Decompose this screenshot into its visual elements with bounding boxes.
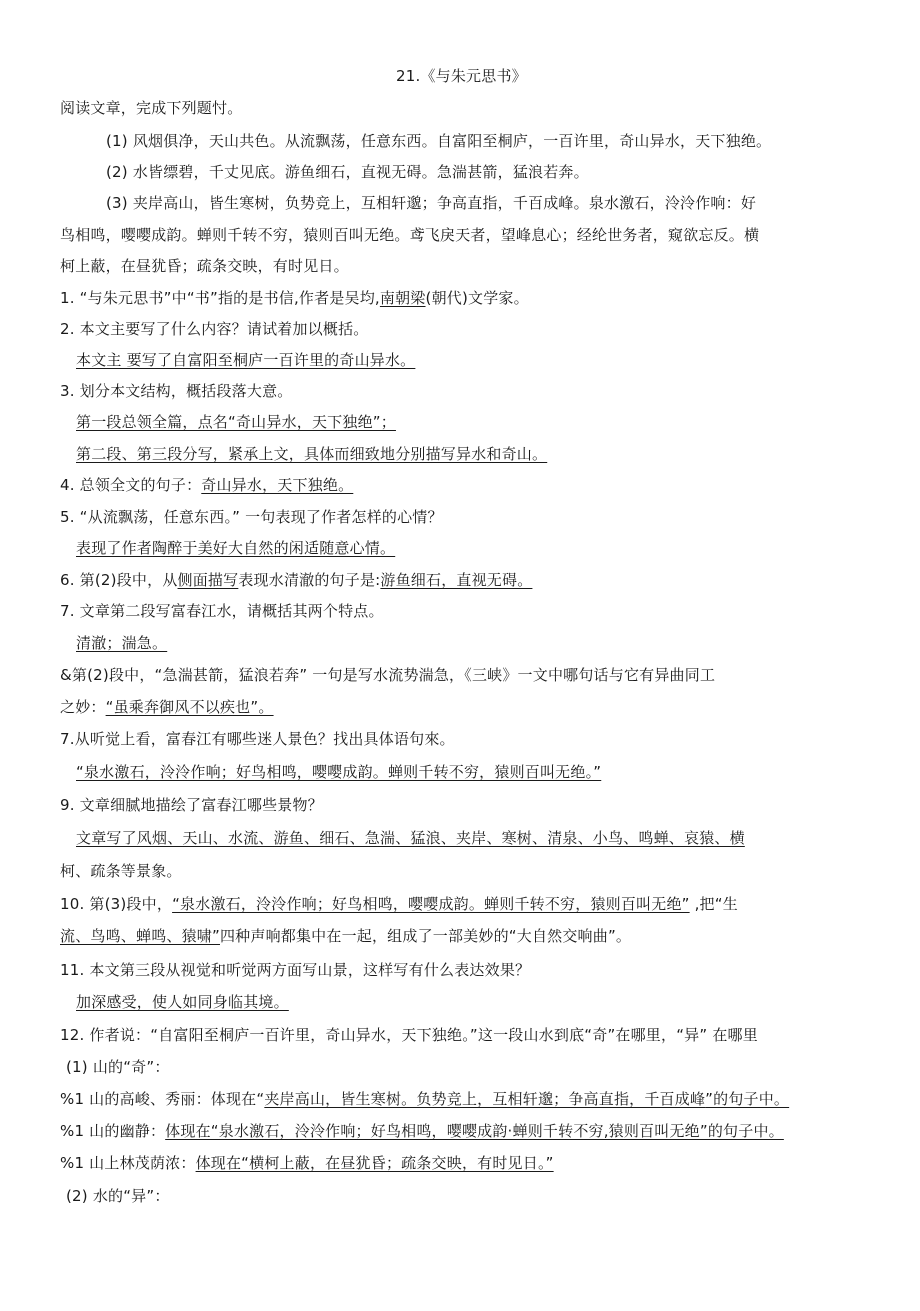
question-9-answer-2: 柯、疏条等景象。: [60, 862, 182, 880]
question-7-answer: 清澈；湍急。: [76, 634, 168, 652]
item-2-answer: 体现在“泉水激石，泠泠作响；好鸟相鸣，嘤嘤成韵·蝉则千转不穷,猿则百叫无绝”的句子中。: [165, 1122, 784, 1140]
question-12: 12. 作者说：“自富阳至桐庐一百许里，奇山异水，天下独绝。”这一段山水到底“奇”在哪里，“异” 在哪里: [60, 1026, 758, 1044]
question-7b-answer: “泉水激石，泠泠作响；好鸟相鸣，嘤嘤成韵。蝉则千转不穷，猿则百叫无绝。”: [76, 763, 602, 781]
question-1: [60, 288, 529, 308]
question-12-item-2: [60, 1121, 784, 1141]
question-1-tail: (朝代)文学家。: [425, 289, 529, 307]
question-8-text: 之妙：: [60, 698, 106, 716]
question-5: 5. “从流飘荡，任意东西。” 一句表现了作者怎样的心情？: [60, 508, 443, 526]
question-10-sounds: 流、鸟鸣、蝉鸣、猿啸”: [60, 927, 220, 945]
question-10-text: 10. 第(3)段中，: [60, 895, 173, 913]
item-1-tail: ”的句子中。: [705, 1090, 790, 1108]
question-7b: 7.从听觉上看，富春江有哪些迷人景色？找出具体语句來。: [60, 730, 455, 748]
question-6: [60, 570, 532, 590]
question-2-answer: 本文主 要写了自富阳至桐庐一百许里的奇山异水。: [76, 351, 416, 369]
question-3-answer-2: 第二段、第三段分写，紧承上文，具体而细致地分别描写异水和奇山。: [76, 445, 548, 463]
question-3: 3. 划分本文结构，概括段落大意。: [60, 382, 293, 400]
passage-paragraph-1: (1) 风烟俱净，天山共色。从流飘荡，任意东西。自富阳至桐庐，一百许里，奇山异水，天下独绝。: [106, 132, 772, 150]
question-9: 9. 文章细腻地描绘了富春江哪些景物？: [60, 796, 323, 814]
question-10-line-1: [60, 894, 738, 914]
document-title: 21.《与朱元思书》: [396, 67, 527, 85]
question-10-line-2: [60, 926, 631, 946]
question-6-answer: 游鱼细石，直视无碍。: [380, 571, 533, 589]
question-10-text-3: 四种声响都集中在一起，组成了一部美妙的“大自然交响曲”。: [219, 927, 632, 945]
question-4-text: 4. 总领全文的句子：: [60, 476, 202, 494]
question-10-text-2: ,把“生: [689, 895, 738, 913]
passage-paragraph-3-line-2: 鸟相鸣，嘤嘤成韵。蝉则千转不穷，猿则百叫无绝。鸢飞戾天者，望峰息心；经纶世务者，窥欲忘反。横: [60, 226, 760, 244]
question-6-emphasis: 侧面描写: [177, 571, 239, 589]
question-4-answer: 奇山异水，天下独绝。: [201, 476, 354, 494]
question-4: [60, 475, 353, 495]
question-12-item-1: [60, 1089, 789, 1109]
intro-instruction: 阅读文章，完成下列题忖。: [60, 99, 243, 117]
passage-paragraph-3-line-3: 柯上蔽，在昼犹昏；疏条交映，有时见日。: [60, 257, 349, 275]
question-10-quote: “泉水激石，泠泠作响；好鸟相鸣，嘤嘤成韵。蝉则千转不穷，猿则百叫无绝”: [172, 895, 690, 913]
question-2: 2. 本文主要写了什么内容？请试着加以概括。: [60, 320, 369, 338]
question-8-answer: “虽乘奔御风不以疾也”。: [105, 698, 274, 716]
item-3-label: %1 山上林茂荫浓：: [60, 1154, 196, 1172]
passage-paragraph-3-line-1: (3) 夹岸高山，皆生寒树，负势竞上，互相轩邈；争高直指，千百成峰。泉水激石，泠泠作响：好: [106, 194, 757, 212]
question-9-answer-1: 文章写了风烟、天山、水流、游鱼、细石、急湍、猛浪、夹岸、寒树、清泉、小鸟、鸣蝉、哀猿、横: [76, 829, 745, 847]
item-1-answer: 夹岸高山，皆生寒树。负势竞上，互相轩邈；争高直指，千百成峰: [264, 1090, 706, 1108]
question-8-line-2: [60, 697, 274, 717]
question-3-answer-1: 第一段总领全篇，点名“奇山异水，天下独绝”；: [76, 413, 396, 431]
question-6-text-2: 表现水清澈的句子是:: [238, 571, 381, 589]
question-11-answer: 加深感受，使人如同身临其境。: [76, 993, 289, 1011]
question-12-item-3: [60, 1153, 554, 1173]
question-1-text: 1. “与朱元思书”中“书”指的是书信,作者是吴均,: [60, 289, 380, 307]
passage-paragraph-2: (2) 水皆缥碧，千丈见底。游鱼细石，直视无碍。急湍甚箭，猛浪若奔。: [106, 163, 589, 181]
item-1-label: %1 山的高峻、秀丽：体现在“: [60, 1090, 265, 1108]
question-6-text: 6. 第(2)段中，从: [60, 571, 178, 589]
item-2-label: %1 山的幽静：: [60, 1122, 166, 1140]
question-8-line-1: &第(2)段中，“急湍甚箭，猛浪若奔” 一句是写水流势湍急，《三峡》一文中哪句话与它有异曲同工: [60, 666, 716, 684]
question-5-answer: 表现了作者陶醉于美好大自然的闲适随意心情。: [76, 539, 396, 557]
question-1-answer: 南朝梁: [379, 289, 426, 307]
question-7: 7. 文章第二段写富春江水，请概括其两个特点。: [60, 602, 384, 620]
question-12-sub-1: (1) 山的“奇”：: [66, 1058, 170, 1076]
question-11: 11. 本文第三段从视觉和听觉两方面写山景，这样写有什么表达效果？: [60, 961, 531, 979]
item-3-answer: 体现在“横柯上蔽，在昼犹昏；疏条交映，有时见日。”: [195, 1154, 554, 1172]
question-12-sub-2: (2) 水的“异”：: [66, 1187, 170, 1205]
